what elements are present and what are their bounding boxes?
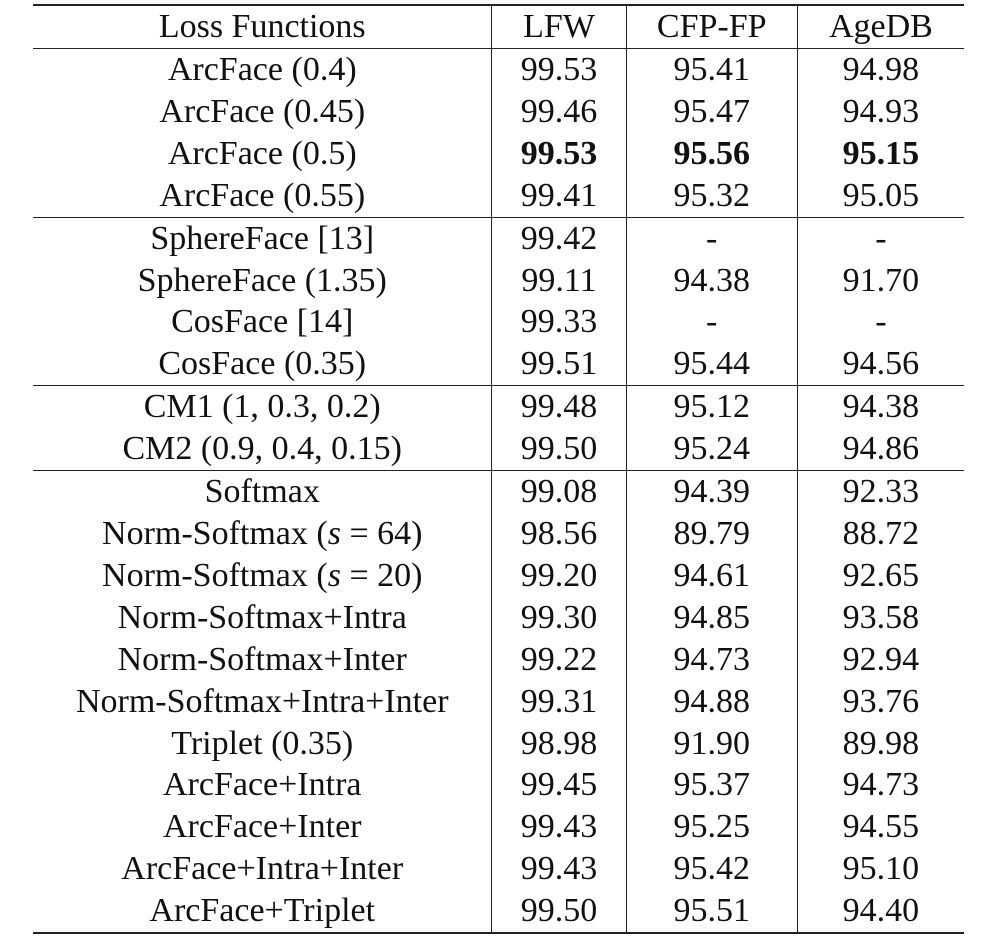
loss-name-cell: CM2 (0.9, 0.4, 0.15) <box>33 428 492 470</box>
table-row <box>33 471 964 513</box>
lfw-cell: 99.48 <box>492 386 626 428</box>
table-row <box>33 555 964 597</box>
cfp-fp-cell: 94.88 <box>626 681 797 723</box>
table-row <box>33 260 964 302</box>
agedb-cell: 92.94 <box>842 640 920 678</box>
header-lfw: LFW <box>492 5 626 49</box>
cfp-fp-cell: 95.37 <box>626 764 797 806</box>
agedb-cell: - <box>875 303 887 341</box>
agedb-cell: 94.73 <box>842 766 920 804</box>
cfp-fp-cell: 95.24 <box>626 428 797 470</box>
cfp-fp-cell: 95.44 <box>626 343 797 385</box>
loss-name-cell: SphereFace [13] <box>33 217 492 259</box>
loss-name-cell: ArcFace (0.5) <box>33 133 492 175</box>
cfp-fp-cell: 94.38 <box>626 260 797 302</box>
agedb-cell: 94.55 <box>842 808 920 846</box>
lfw-cell: 99.53 <box>492 133 626 175</box>
loss-name-cell <box>33 555 492 597</box>
table-row <box>33 386 964 428</box>
loss-name-cell: SphereFace (1.35) <box>33 260 492 302</box>
loss-name-cell: CosFace (0.35) <box>33 343 492 385</box>
cfp-fp-cell: 95.47 <box>626 91 797 133</box>
agedb-cell: 89.98 <box>842 724 920 762</box>
header-cfp-fp: CFP-FP <box>626 5 797 49</box>
table-row <box>33 890 964 933</box>
loss-name-cell: ArcFace (0.45) <box>33 91 492 133</box>
lfw-cell: 99.53 <box>492 49 626 91</box>
agedb-cell: 94.93 <box>842 92 920 130</box>
table-row <box>33 175 964 217</box>
lfw-cell: 99.30 <box>492 597 626 639</box>
table-row <box>33 428 964 470</box>
table-row <box>33 301 964 343</box>
table-row <box>33 133 964 175</box>
loss-name-prefix: Norm-Softmax ( <box>102 514 328 552</box>
results-table <box>33 4 964 934</box>
loss-name-cell: CosFace [14] <box>33 301 492 343</box>
table-row <box>33 217 964 259</box>
lfw-cell: 99.50 <box>492 890 626 933</box>
cfp-fp-cell: 95.32 <box>626 175 797 217</box>
table-row <box>33 848 964 890</box>
lfw-cell: 99.50 <box>492 428 626 470</box>
lfw-cell: 98.98 <box>492 723 626 765</box>
lfw-cell: 99.41 <box>492 175 626 217</box>
cfp-fp-cell: 95.56 <box>626 133 797 175</box>
cfp-fp-cell: 89.79 <box>626 513 797 555</box>
cfp-fp-cell: 95.41 <box>626 49 797 91</box>
agedb-cell: 95.15 <box>842 134 920 172</box>
loss-name-cell: ArcFace+Triplet <box>33 890 492 933</box>
table-row <box>33 806 964 848</box>
table-row <box>33 91 964 133</box>
lfw-cell: 99.45 <box>492 764 626 806</box>
header-agedb: AgeDB <box>797 5 964 49</box>
cfp-fp-cell: 94.85 <box>626 597 797 639</box>
cfp-fp-cell: 95.25 <box>626 806 797 848</box>
agedb-cell: 95.05 <box>842 176 920 214</box>
lfw-cell: 99.33 <box>492 301 626 343</box>
lfw-cell: 99.31 <box>492 681 626 723</box>
agedb-cell: 94.38 <box>797 386 964 428</box>
loss-name-cell: CM1 (1, 0.3, 0.2) <box>33 386 492 428</box>
agedb-cell: - <box>797 217 964 259</box>
agedb-cell: 93.58 <box>842 598 920 636</box>
table-row <box>33 639 964 681</box>
loss-name-cell: ArcFace+Intra <box>33 764 492 806</box>
loss-name-cell: ArcFace+Intra+Inter <box>33 848 492 890</box>
lfw-cell: 99.42 <box>492 217 626 259</box>
loss-name-cell: Norm-Softmax+Inter <box>33 639 492 681</box>
loss-name-suffix: = 20) <box>340 556 423 594</box>
cfp-fp-cell: 95.51 <box>626 890 797 933</box>
agedb-cell: 94.98 <box>842 51 920 88</box>
lfw-cell: 99.11 <box>492 260 626 302</box>
loss-name-cell: ArcFace (0.55) <box>33 175 492 217</box>
header-row <box>33 5 964 49</box>
cfp-fp-cell: - <box>626 217 797 259</box>
loss-name-cell: Norm-Softmax+Intra <box>33 597 492 639</box>
cfp-fp-cell: 94.39 <box>626 471 797 513</box>
lfw-cell: 99.43 <box>492 848 626 890</box>
agedb-cell: 88.72 <box>842 514 920 552</box>
lfw-cell: 99.20 <box>492 555 626 597</box>
loss-name-suffix: = 64) <box>340 514 423 552</box>
lfw-cell: 99.51 <box>492 343 626 385</box>
agedb-cell: 94.40 <box>797 890 964 933</box>
header-loss-functions: Loss Functions <box>33 5 492 49</box>
lfw-cell: 99.22 <box>492 639 626 681</box>
lfw-cell: 99.08 <box>492 471 626 513</box>
table-row <box>33 681 964 723</box>
table-row <box>33 49 964 91</box>
agedb-cell: 92.65 <box>842 556 920 594</box>
loss-name-cell: Softmax <box>33 471 492 513</box>
loss-name-cell: Norm-Softmax+Intra+Inter <box>33 681 492 723</box>
cfp-fp-cell: 95.12 <box>626 386 797 428</box>
loss-name-cell: ArcFace+Inter <box>33 806 492 848</box>
loss-name-cell <box>33 513 492 555</box>
agedb-cell: 93.76 <box>842 682 920 720</box>
table-row <box>33 597 964 639</box>
agedb-cell: 95.10 <box>842 850 920 888</box>
agedb-cell: 94.86 <box>842 430 920 468</box>
scale-variable: s <box>327 514 341 552</box>
table-row <box>33 723 964 765</box>
loss-name-cell: ArcFace (0.4) <box>33 49 492 91</box>
loss-name-cell: Triplet (0.35) <box>33 723 492 765</box>
cfp-fp-cell: - <box>626 301 797 343</box>
lfw-cell: 99.46 <box>492 91 626 133</box>
lfw-cell: 98.56 <box>492 513 626 555</box>
table-row <box>33 513 964 555</box>
agedb-cell: 92.33 <box>797 471 964 513</box>
agedb-cell: 94.56 <box>842 345 920 383</box>
loss-name-prefix: Norm-Softmax ( <box>102 556 328 594</box>
agedb-cell: 91.70 <box>842 261 920 299</box>
lfw-cell: 99.43 <box>492 806 626 848</box>
cfp-fp-cell: 95.42 <box>626 848 797 890</box>
table-row <box>33 343 964 385</box>
cfp-fp-cell: 91.90 <box>626 723 797 765</box>
cfp-fp-cell: 94.61 <box>626 555 797 597</box>
table-row <box>33 764 964 806</box>
table-body <box>33 49 964 934</box>
scale-variable: s <box>327 556 341 594</box>
cfp-fp-cell: 94.73 <box>626 639 797 681</box>
